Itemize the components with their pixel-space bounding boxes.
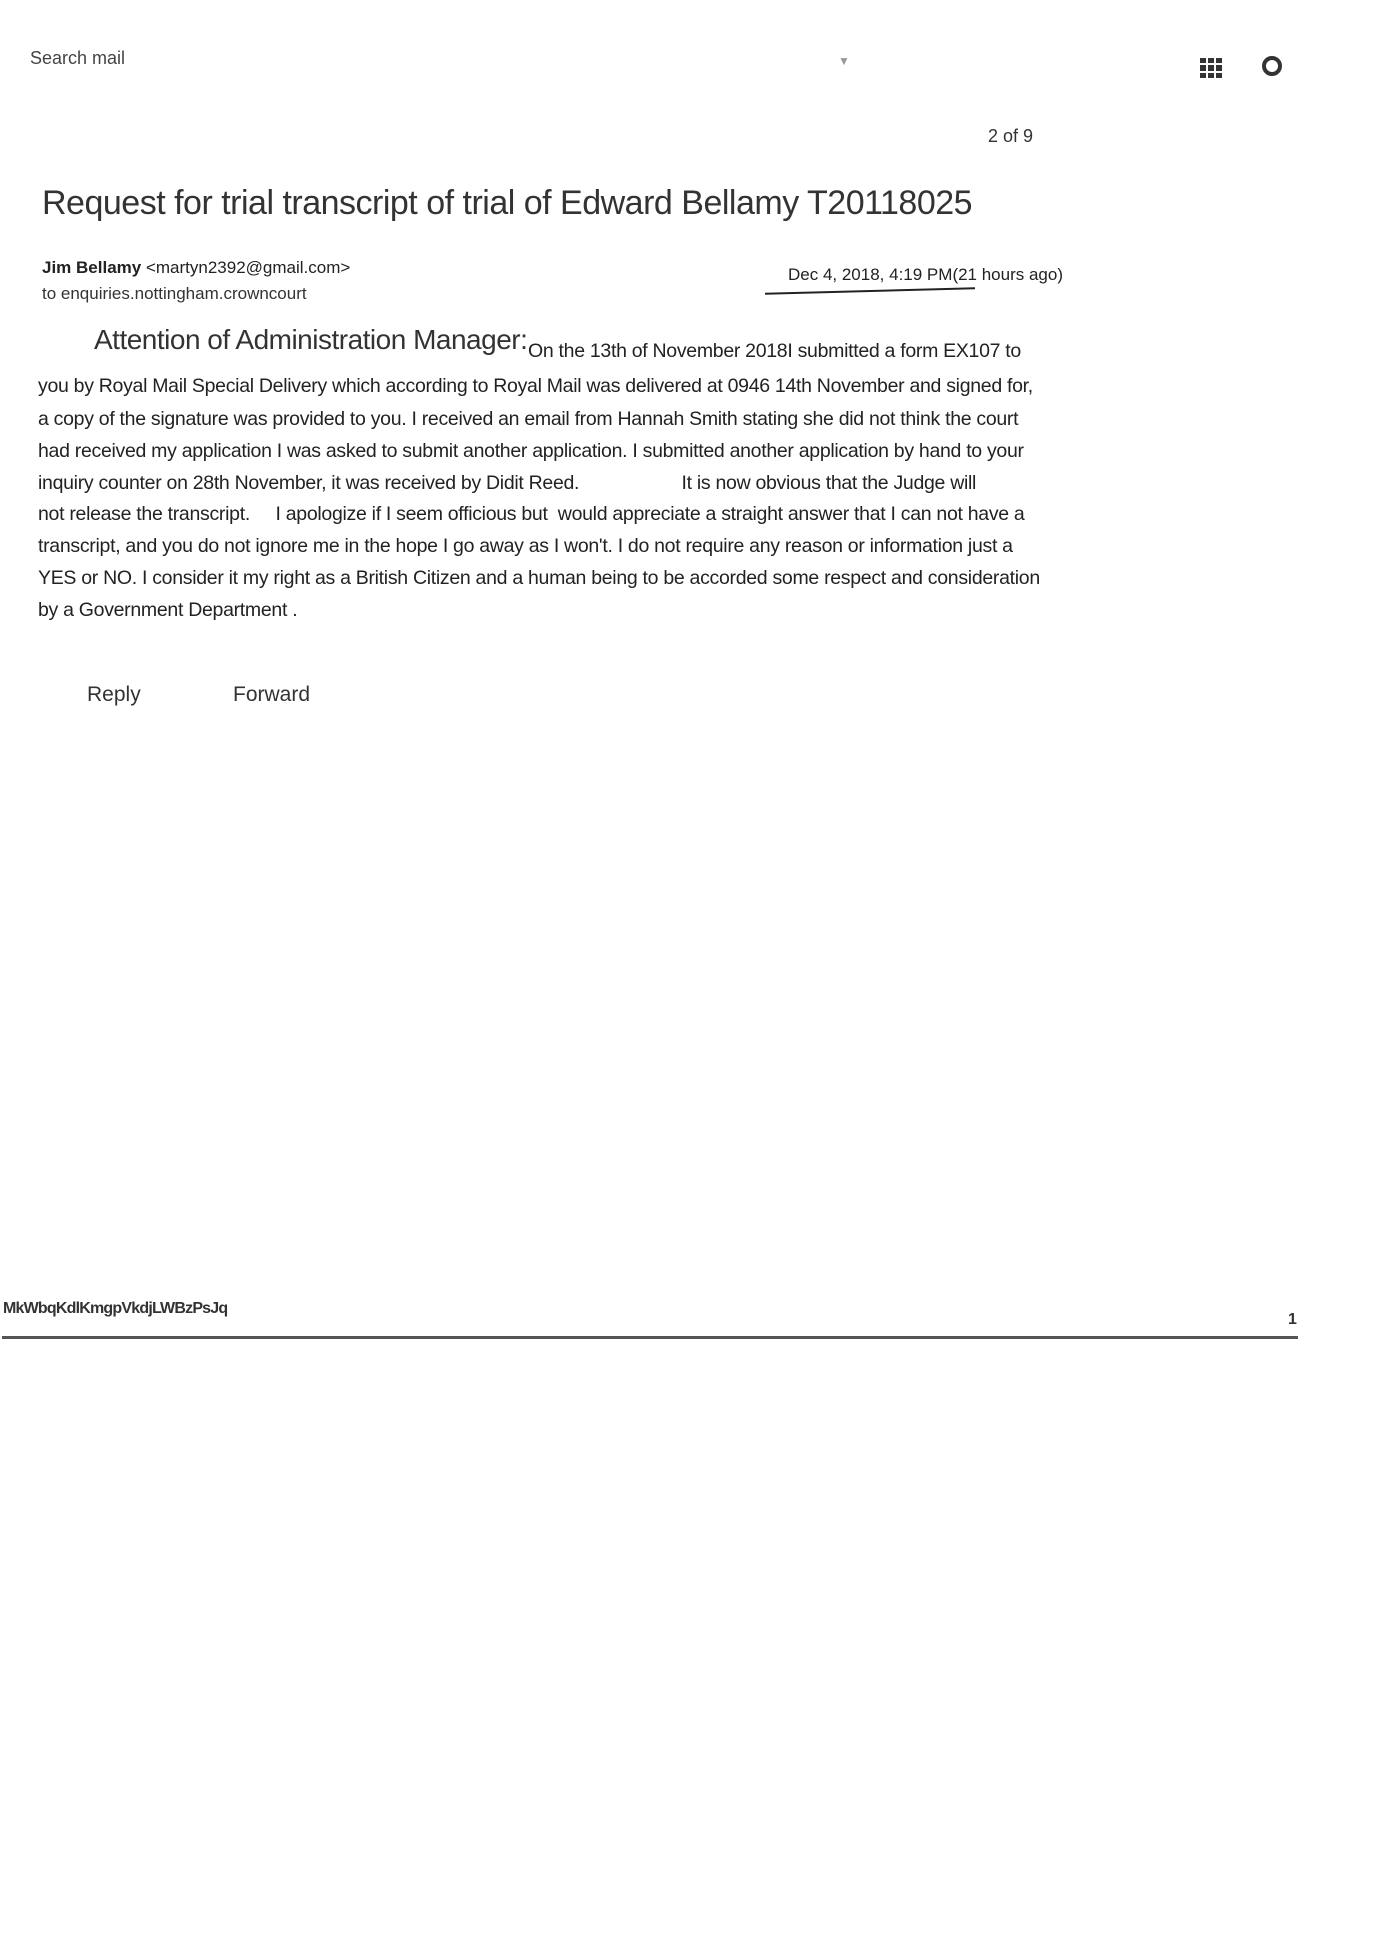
footer-code: MkWbqKdlKmgpVkdjLWBzPsJq — [3, 1300, 228, 1317]
sender-email: <martyn2392@gmail.com> — [145, 258, 351, 277]
body-line: a copy of the signature was provided to you. I received an email from Hannah Smith stating she did not think the court — [38, 408, 1019, 430]
sender-name: Jim Bellamy — [42, 258, 142, 277]
apps-grid-icon[interactable] — [1200, 58, 1222, 78]
body-heading: Attention of Administration Manager: — [94, 324, 528, 355]
body-line: you by Royal Mail Special Delivery which according to Royal Mail was delivered at 0946 14th November and signed for, — [38, 375, 1033, 397]
forward-button[interactable]: Forward — [233, 683, 311, 706]
body-line: On the 13th of November 2018I submitted a form EX107 to — [528, 340, 1021, 362]
email-subject: Request for trial transcript of trial of Edward Bellamy T20118025 — [42, 184, 973, 222]
body-line: transcript, and you do not ignore me in the hope I go away as I won't. I do not require any reason or information just a — [38, 535, 1013, 557]
message-date — [788, 265, 1063, 285]
page-number: 1 — [1288, 1311, 1297, 1328]
body-line: inquiry counter on 28th November, it was received by Didit Reed. It is now obvious that the Judge will — [38, 472, 977, 494]
message-counter: 2 of 9 — [988, 126, 1034, 146]
account-icon[interactable] — [1262, 56, 1282, 76]
date-text: Dec 4, 2018, 4:19 PM — [788, 265, 953, 284]
handwritten-underline — [765, 287, 975, 294]
body-line: not release the transcript. I apologize if I seem officious but would appreciate a straight answer that I can not have a — [38, 503, 1025, 525]
reply-button[interactable]: Reply — [87, 683, 141, 706]
footer-divider — [2, 1336, 1298, 1339]
sender — [42, 258, 350, 278]
body-line: by a Government Department . — [38, 599, 298, 621]
search-mail-input[interactable]: Search mail — [30, 48, 126, 68]
dropdown-caret-icon[interactable]: ▼ — [838, 54, 850, 68]
body-line: YES or NO. I consider it my right as a British Citizen and a human being to be accorded some respect and consideration — [38, 567, 1040, 589]
relative-time: (21 hours ago) — [952, 265, 1064, 284]
body-line: had received my application I was asked to submit another application. I submitted another application by hand to your — [38, 440, 1024, 462]
recipient: to enquiries.nottingham.crowncourt — [42, 284, 307, 303]
